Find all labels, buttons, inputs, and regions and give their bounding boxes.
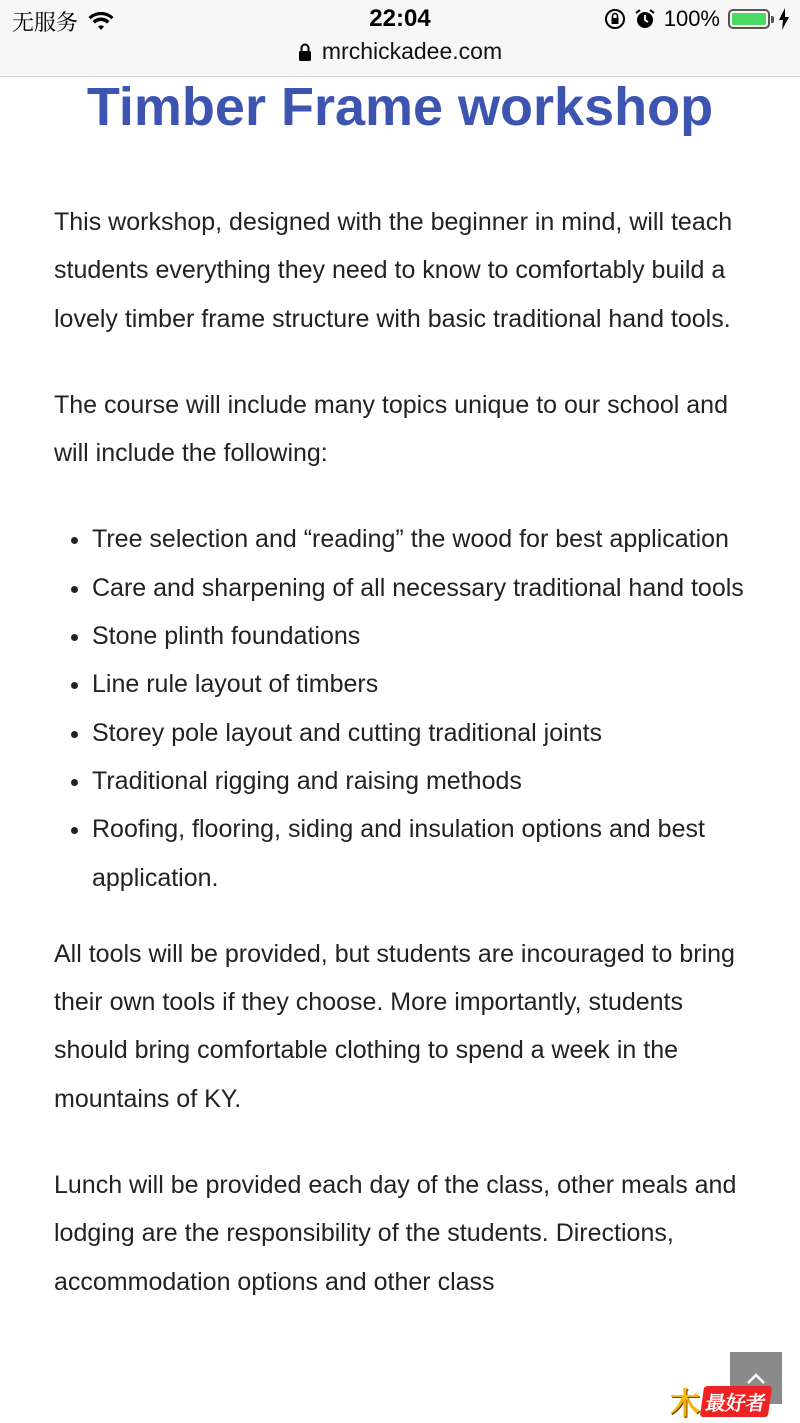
list-item: • Stone plinth foundations [92, 612, 744, 660]
article [54, 76, 744, 1306]
list-item: • Line rule layout of timbers [92, 660, 744, 708]
alarm-icon [634, 8, 656, 30]
orientation-lock-icon [604, 8, 626, 30]
course-intro-paragraph: The course will include many topics unique to our school and will include the following: [54, 390, 728, 468]
battery-level [732, 13, 766, 25]
lock-icon [298, 43, 312, 61]
watermark-wood-char: 木 [670, 1387, 700, 1422]
page-title: Timber Frame workshop [86, 77, 714, 137]
status-bar [0, 0, 800, 77]
list-item: • Tree selection and “reading” the wood for best application [92, 515, 744, 563]
list-item: • Storey pole layout and cutting traditional joints [92, 709, 744, 757]
charging-icon [778, 8, 790, 30]
battery-percent: 100% [663, 6, 720, 31]
carrier-label: 无服务 [12, 10, 79, 35]
list-item: • Roofing, flooring, siding and insulation options and best application. [92, 805, 744, 902]
lunch-paragraph: Lunch will be provided each day of the class, other meals and lodging are the responsibility of the students. Directions, accommodation options and other class [54, 1171, 737, 1296]
topics-list [54, 515, 744, 901]
address-bar[interactable] [0, 38, 800, 65]
list-item: • Traditional rigging and raising methods [92, 757, 744, 805]
intro-paragraph: This workshop, designed with the beginner in mind, will teach students everything they need to know to comfortably build a lovely timber frame structure with basic traditional hand tools. [54, 208, 733, 333]
watermark-logo [670, 1382, 795, 1420]
watermark-text: 最好者 [700, 1386, 772, 1417]
url-text[interactable]: mrchickadee.com [321, 38, 503, 64]
status-icons [604, 6, 790, 32]
battery-icon [728, 9, 770, 29]
clock: 22:04 [369, 5, 431, 32]
tools-paragraph: All tools will be provided, but students are incouraged to bring their own tools if they choose. More importantly, students should bring comfortable clothing to spend a week in the mountains of KY. [54, 939, 735, 1113]
list-item: • Care and sharpening of all necessary traditional hand tools [92, 564, 744, 612]
